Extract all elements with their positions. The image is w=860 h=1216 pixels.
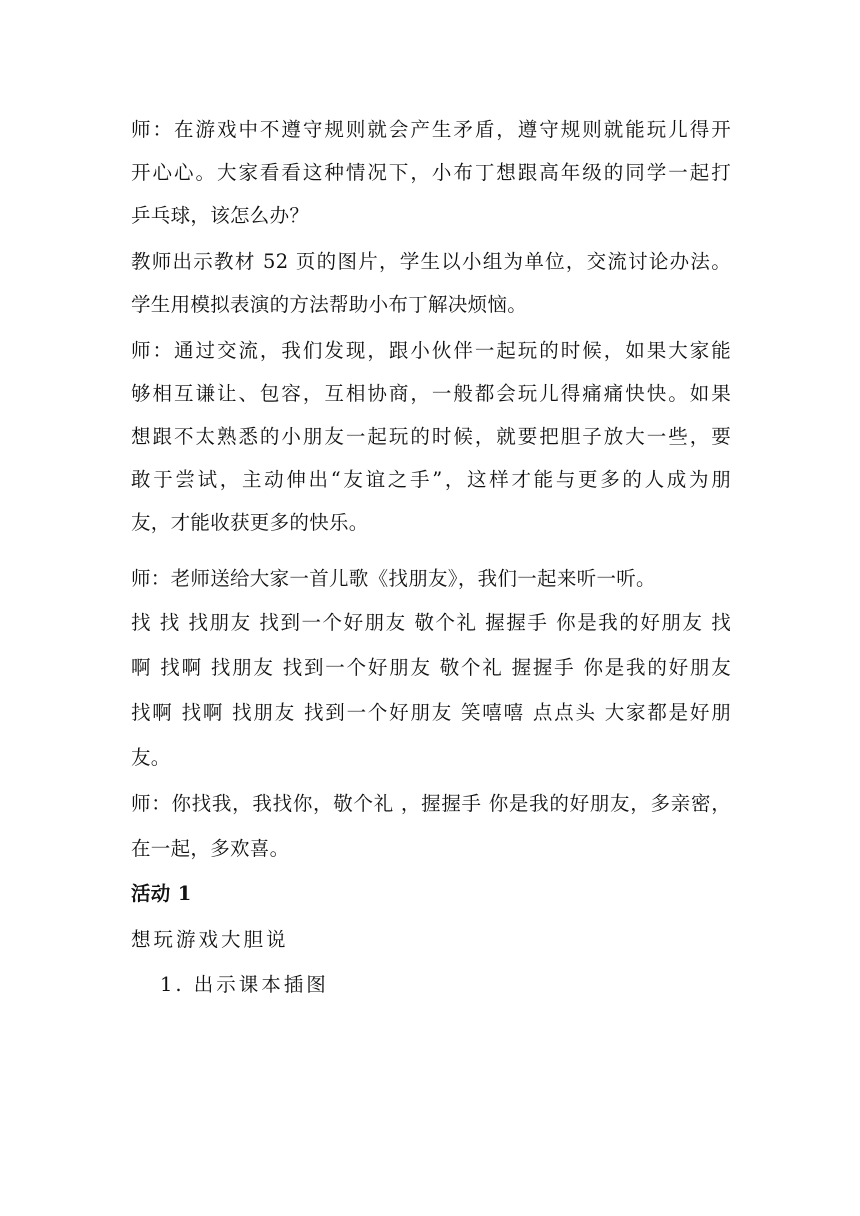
song-lyrics-line: 友。 xyxy=(131,746,171,769)
song-lyrics-line: 找 找 找朋友 找到一个好朋友 敬个礼 握握手 你是我的好朋友 找 xyxy=(131,611,731,634)
activity-heading: 活动 1 xyxy=(131,882,192,905)
song-lyrics-line: 找啊 找啊 找朋友 找到一个好朋友 笑嘻嘻 点点头 大家都是好朋 xyxy=(131,701,731,724)
paragraph-line: 乒乓球，该怎么办？ xyxy=(131,204,310,227)
paragraph-line: 师：老师送给大家一首儿歌《找朋友》，我们一起来听一听。 xyxy=(131,567,656,590)
paragraph-line: 教师出示教材 52 页的图片，学生以小组为单位，交流讨论办法。 xyxy=(131,250,731,273)
paragraph-line: 敢于尝试，主动伸出“友谊之手”，这样才能与更多的人成为朋 xyxy=(131,468,731,491)
paragraph-line: 师：通过交流，我们发现，跟小伙伴一起玩的时候，如果大家能 xyxy=(131,339,731,362)
paragraph-line: 师：在游戏中不遵守规则就会产生矛盾，遵守规则就能玩儿得开 xyxy=(131,118,731,141)
activity-subtitle: 想玩游戏大胆说 xyxy=(131,928,289,951)
paragraph-line: 在一起，多欢喜。 xyxy=(131,837,290,860)
paragraph-line: 开心心。大家看看这种情况下，小布丁想跟高年级的同学一起打 xyxy=(131,161,731,184)
paragraph-line: 想跟不太熟悉的小朋友一起玩的时候，就要把胆子放大一些，要 xyxy=(131,425,731,448)
song-lyrics-line: 啊 找啊 找朋友 找到一个好朋友 敬个礼 握握手 你是我的好朋友 xyxy=(131,656,731,679)
list-item: 1. 出示课本插图 xyxy=(160,973,329,996)
paragraph-line: 友，才能收获更多的快乐。 xyxy=(131,511,369,534)
paragraph-line: 学生用模拟表演的方法帮助小布丁解决烦恼。 xyxy=(131,293,528,316)
paragraph-line: 师：你找我，我找你，敬个礼 ，握握手 你是我的好朋友，多亲密， xyxy=(131,792,731,815)
paragraph-line: 够相互谦让、包容，互相协商，一般都会玩儿得痛痛快快。如果 xyxy=(131,382,731,405)
